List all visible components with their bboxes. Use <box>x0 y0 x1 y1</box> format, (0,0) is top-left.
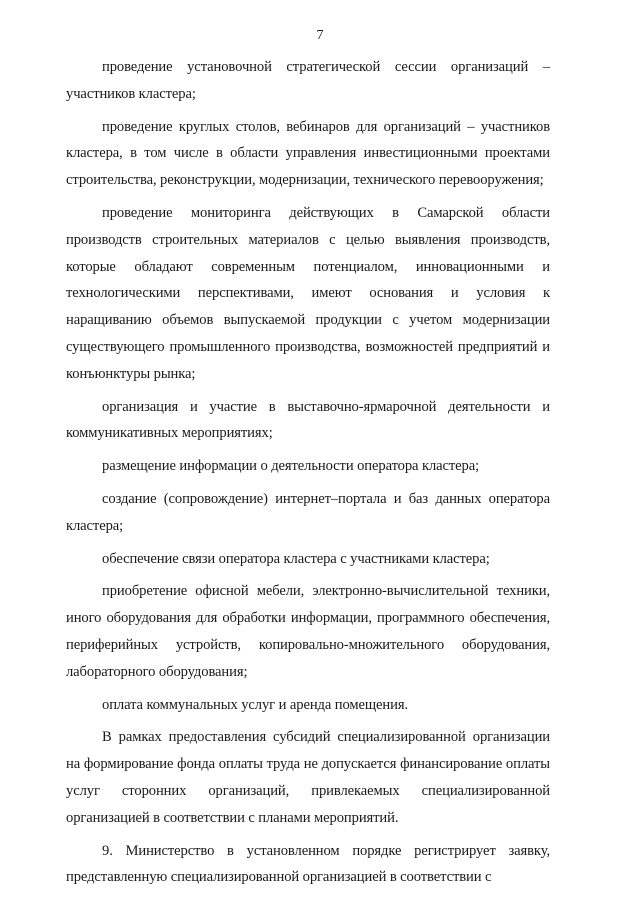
paragraph-exhibitions: организация и участие в выставочно-ярмарочной деятельности и коммуникативных мероприятиях; <box>66 398 550 442</box>
document-body <box>66 54 550 897</box>
paragraph-ministry-registration: 9. Министерство в установленном порядке регистрирует заявку, представленную специализированной организацией в соответствии с <box>66 842 550 886</box>
paragraph-information-placement: размещение информации о деятельности оператора кластера; <box>102 458 480 475</box>
paragraph-round-tables: проведение круглых столов, вебинаров для организаций – участников кластера, в том числе в области управления инвестиционными проектами строительства, реконструкции, модернизации, технического перевооружения; <box>66 118 550 189</box>
paragraph-subsidies-restriction: В рамках предоставления субсидий специализированной организации на формирование фонда оплаты труда не допускается финансирование оплаты услуг сторонних организаций, привлекаемых специализированной организацией в соответствии с планами мероприятий. <box>66 729 550 826</box>
paragraph-equipment-purchase: приобретение офисной мебели, электронно-вычислительной техники, иного оборудования для обработки информации, программного обеспечения, периферийных устройств, копировально-множительного оборудования, лабораторного оборудования; <box>66 583 550 680</box>
page-number: 7 <box>316 28 324 43</box>
paragraph-utilities-rent: оплата коммунальных услуг и аренда помещения. <box>102 696 409 713</box>
paragraph-strategic-session: проведение установочной стратегической сессии организаций – участников кластера; <box>66 59 550 102</box>
paragraph-internet-portal: создание (сопровождение) интернет–портала и баз данных оператора кластера; <box>66 490 550 534</box>
paragraph-monitoring: проведение мониторинга действующих в Самарской области производств строительных материалов с целью выявления производств, которые обладают современным потенциалом, инновационными и технологическими перспективами, имеют основания и условия к наращиванию объемов выпускаемой продукции с учетом модернизации существующего промышленного производства, возможностей предприятий и конъюнктуры рынка; <box>66 204 550 382</box>
paragraph-communication: обеспечение связи оператора кластера с участниками кластера; <box>102 550 490 567</box>
